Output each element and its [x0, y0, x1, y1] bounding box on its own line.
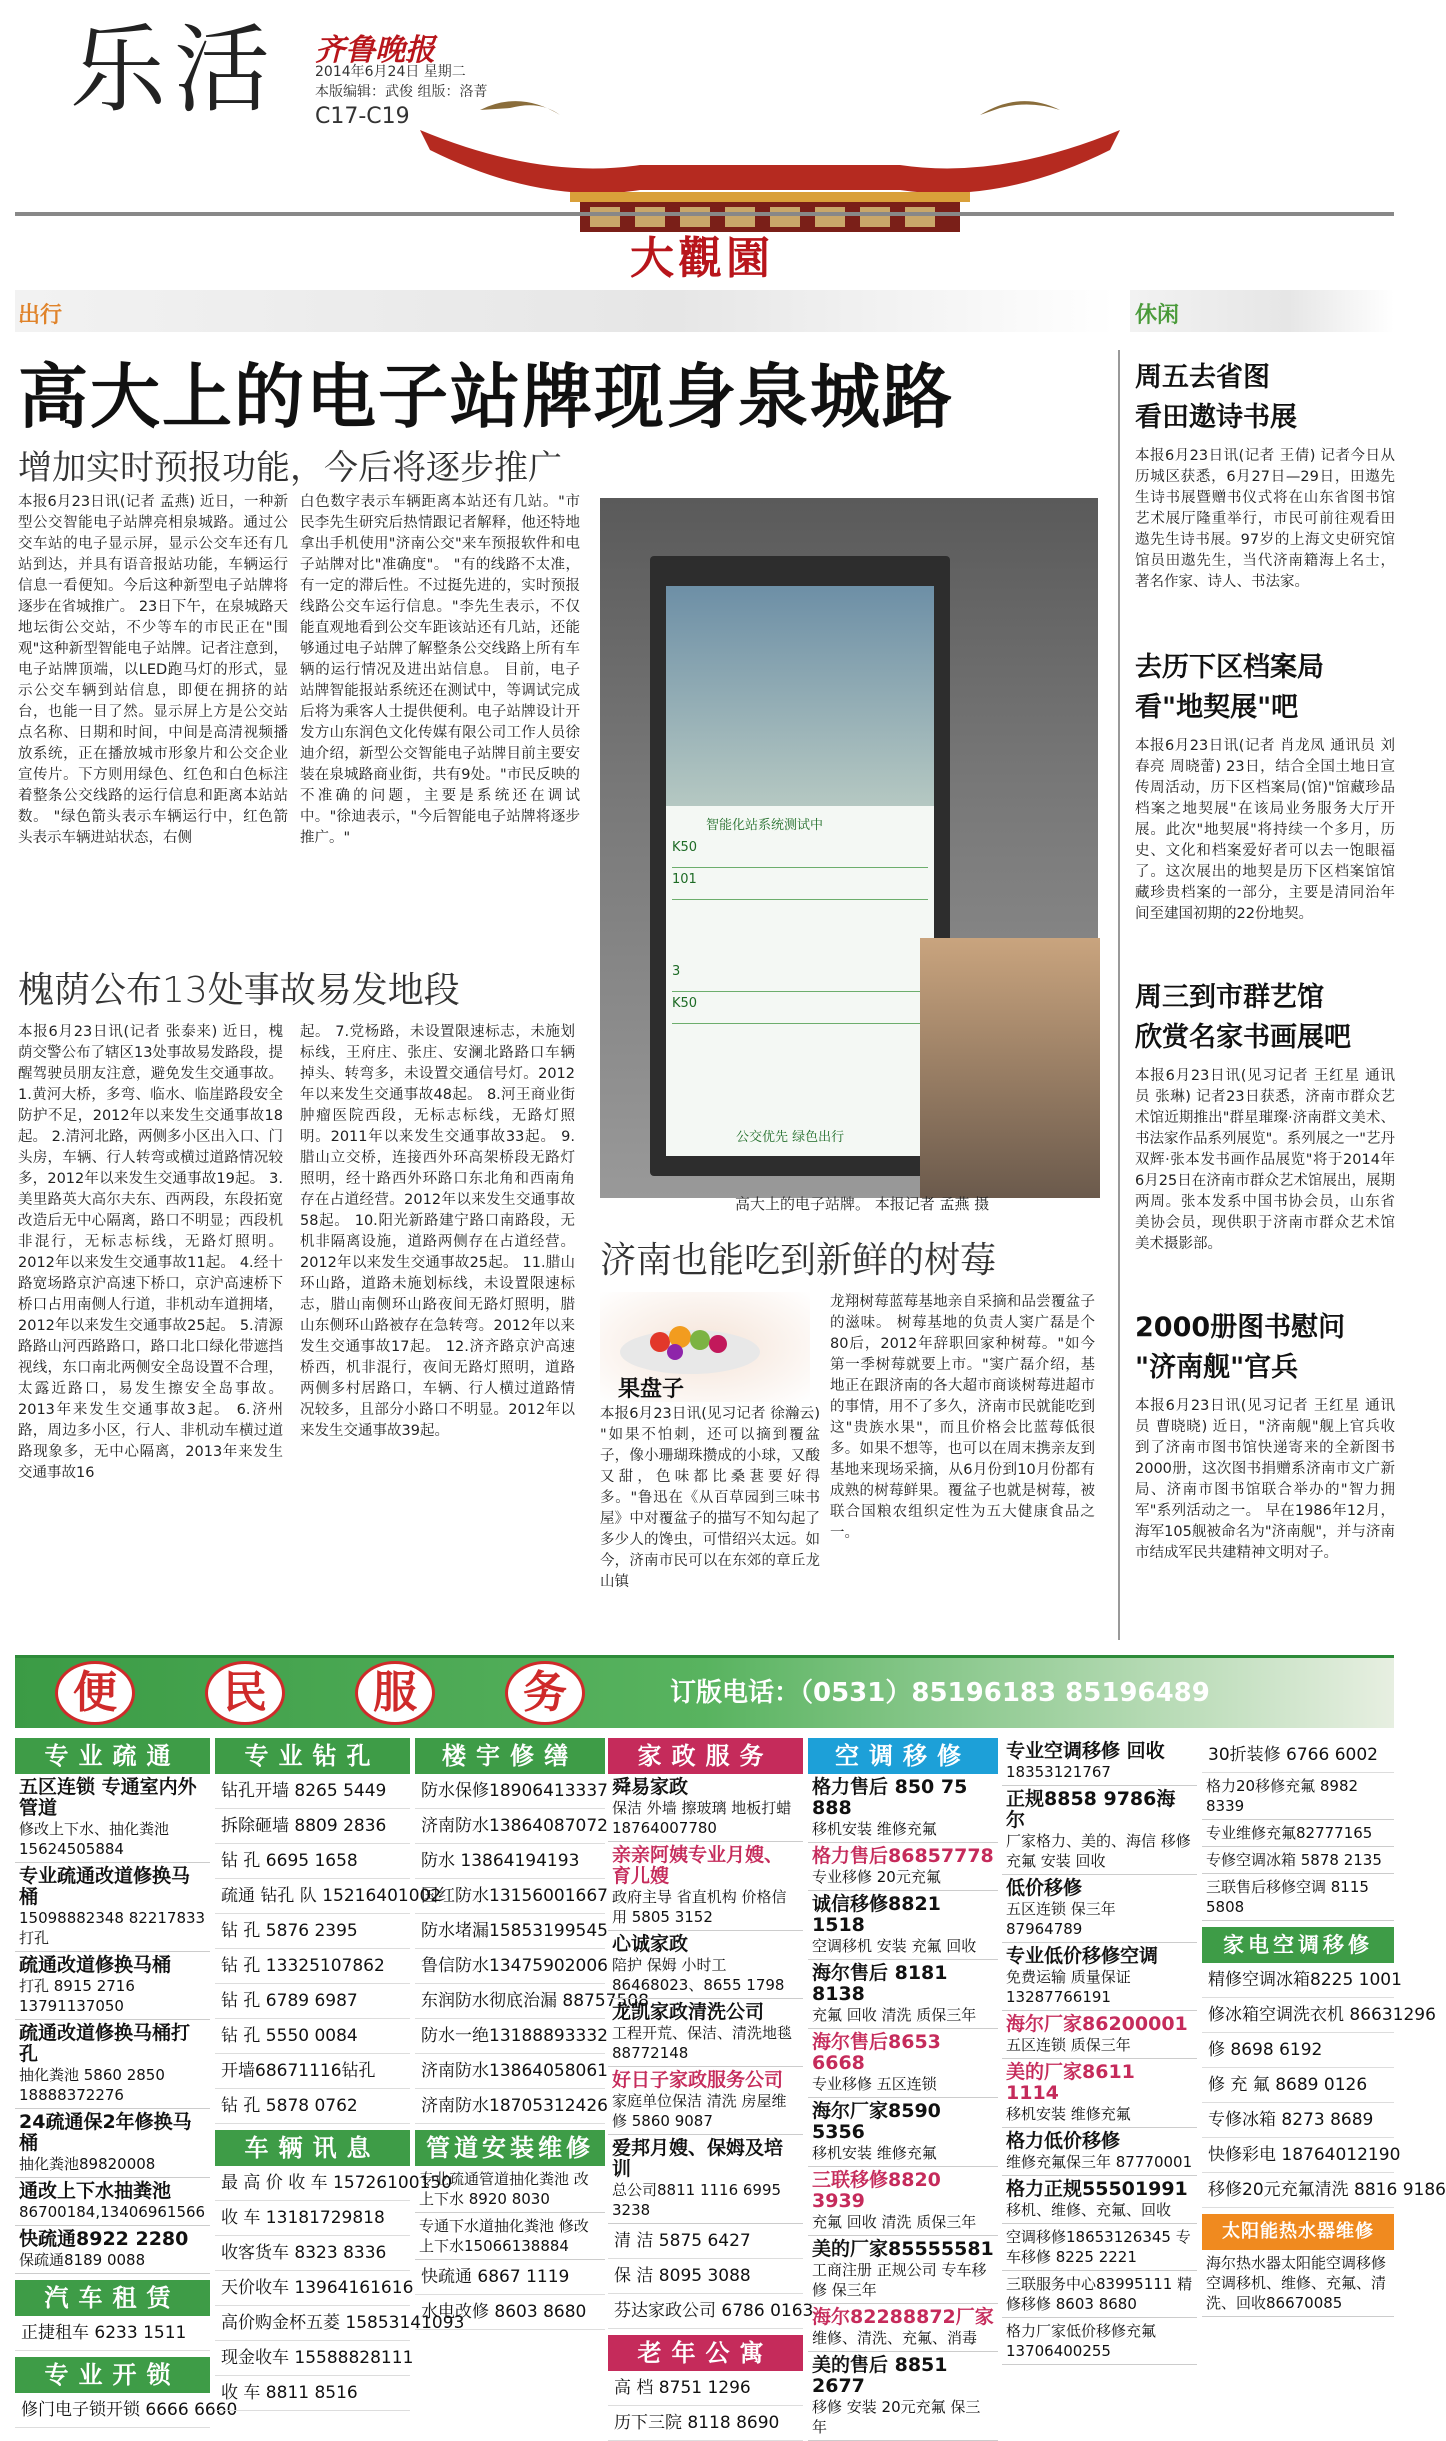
newspaper-logo: 齐鲁晚报 — [315, 33, 435, 68]
ad-line: 鲁信防水13475902006 — [415, 1949, 605, 1984]
story3-headline: 济南也能吃到新鲜的树莓 — [600, 1240, 997, 1281]
ad-line: 快修彩电 18764012190 — [1202, 2138, 1394, 2173]
ad-title: 24疏通保2年修换马桶 — [19, 2111, 192, 2154]
bus-stop-photo — [600, 498, 1098, 1198]
ad-line: 钻孔开墙 8265 5449 — [215, 1774, 410, 1809]
ad-text: 移修 安装 20元充氟 保三年 — [812, 2398, 981, 2436]
ad-line: 正捷租车 6233 1511 — [15, 2316, 210, 2351]
ad-item — [808, 1960, 998, 2029]
ad-title: 海尔厂家8590 5356 — [812, 2100, 941, 2143]
ad-line: 收客货车 8323 8336 — [215, 2236, 410, 2271]
ad-line: 防水保修18906413337 — [415, 1774, 605, 1809]
category-header: 楼宇修缮 — [415, 1738, 605, 1774]
ad-item: 专通下水道抽化粪池 修改上下水15066138884 — [415, 2213, 605, 2260]
ad-title: 龙凯家政清洗公司 — [612, 2001, 765, 2023]
fruit-plate-label: 果盘子 — [618, 1377, 685, 1402]
ad-title: 亲亲阿姨专业月嫂、育儿嫂 — [612, 1844, 784, 1887]
ad-line: 最 高 价 收 车 15726100150 — [215, 2166, 410, 2201]
ad-line: 钻 孔 5876 2395 — [215, 1914, 410, 1949]
ad-item — [1002, 2011, 1197, 2059]
route-row: 3 — [672, 960, 928, 992]
right-item-title: 周五去省图 — [1135, 362, 1270, 393]
classified-col — [215, 1738, 465, 2411]
ad-item — [15, 1952, 210, 2020]
ad-item — [15, 1774, 210, 1863]
right-news-item — [1135, 978, 1395, 1286]
ad-text: 打孔 8915 2716 13791137050 — [19, 1977, 135, 2015]
ad-line: 移修20元充氟清洗 8816 9186 — [1202, 2173, 1394, 2208]
ad-item — [1002, 2128, 1197, 2176]
category-header: 老年公寓 — [608, 2335, 803, 2371]
right-item-title: "济南舰"官兵 — [1135, 1352, 1299, 1383]
right-item-title: 看"地契展"吧 — [1135, 692, 1299, 723]
route-row: 101 — [672, 868, 928, 900]
ad-text: 家庭单位保洁 清洗 房屋维修 5860 9087 — [612, 2092, 787, 2130]
ad-line: 高价购金杯五菱 15853141093 — [215, 2306, 410, 2341]
ad-text: 18353121767 — [1006, 1763, 1111, 1781]
ad-title: 疏通改道修换马桶 — [19, 1954, 172, 1976]
ad-item: 空调移修18653126345 专车移修 8225 2221 — [1002, 2224, 1197, 2271]
category-header: 专业钻孔 — [215, 1738, 410, 1774]
ad-line: 钻 孔 6789 6987 — [215, 1984, 410, 2019]
ad-item — [15, 2226, 210, 2274]
classified-col — [808, 1738, 998, 2441]
column-divider — [1118, 350, 1120, 1640]
ad-item — [808, 1891, 998, 1960]
ad-title: 好日子家政服务公司 — [612, 2069, 784, 2091]
editor-line: 本版编辑：武俊 组版：洛菁 — [315, 84, 488, 100]
ad-line: 清 洁 5875 6427 — [608, 2224, 803, 2259]
lead-subhead: 增加实时预报功能，今后将逐步推广 — [18, 448, 562, 488]
ad-item: 专业疏通管道抽化粪池 改上下水 8920 8030 — [415, 2166, 605, 2213]
ad-line: 修 8698 6192 — [1202, 2033, 1394, 2068]
ad-title: 疏通改道修换马桶打孔 — [19, 2022, 191, 2065]
ad-item — [808, 1774, 998, 1843]
ad-line: 钻 孔 5550 0084 — [215, 2019, 410, 2054]
ad-text: 维修、清洗、充氟、消毒 — [812, 2329, 978, 2347]
right-item-title: 周三到市群艺馆 — [1135, 982, 1324, 1013]
ad-title: 低价移修 — [1006, 1877, 1083, 1899]
banner-char: 务 — [505, 1661, 585, 1725]
ad-item — [808, 2029, 998, 2098]
screen-route-list — [672, 836, 928, 1024]
ad-item — [1002, 1943, 1197, 2011]
ad-item — [1002, 1875, 1197, 1943]
screen-footer: 公交优先 绿色出行 — [736, 1130, 845, 1145]
masthead-rule — [15, 212, 1394, 216]
ad-line: 高 档 8751 1296 — [608, 2371, 803, 2406]
ad-item: 专业维修充氟82777165 — [1202, 1820, 1394, 1847]
category-header: 家政服务 — [608, 1738, 803, 1774]
ad-item — [808, 2236, 998, 2304]
ad-item — [608, 1931, 803, 1999]
ad-text: 政府主导 省直机构 价格信用 5805 3152 — [612, 1888, 787, 1926]
lead-headline: 高大上的电子站牌现身泉城路 — [18, 356, 954, 438]
category-header: 车辆讯息 — [215, 2130, 410, 2166]
ad-title: 格力售后 850 75 888 — [812, 1776, 968, 1819]
ad-text: 专业移修 五区连锁 — [812, 2075, 937, 2093]
ad-title: 格力低价移修 — [1006, 2130, 1121, 2152]
ad-line: 专修冰箱 8273 8689 — [1202, 2103, 1394, 2138]
right-item-title: 欣赏名家书画展吧 — [1135, 1022, 1351, 1053]
ad-line: 国红防水13156001667 — [415, 1879, 605, 1914]
ad-line: 防水一绝13188893332 — [415, 2019, 605, 2054]
photo-person — [920, 938, 1100, 1198]
classified-col — [15, 1738, 238, 2428]
ad-line: 收 车 8811 8516 — [215, 2376, 410, 2411]
ad-item — [15, 1863, 210, 1952]
ad-text: 抽化粪池 5860 2850 18888372276 — [19, 2066, 165, 2104]
ad-item — [1002, 2176, 1197, 2224]
section-label-leisure: 休闲 — [1135, 303, 1180, 328]
ad-item: 格力厂家低价移修充氟 13706400255 — [1002, 2318, 1197, 2365]
ad-title: 海尔82288872厂家 — [812, 2306, 994, 2328]
ad-line: 防水堵漏15853199545 — [415, 1914, 605, 1949]
ad-item — [15, 2109, 210, 2178]
ad-line: 东润防水彻底治漏 88757508 — [415, 1984, 605, 2019]
ad-text: 抽化粪池89820008 — [19, 2155, 156, 2173]
ad-title: 海尔售后 8181 8138 — [812, 1962, 948, 2005]
ad-title: 五区连锁 专通室内外管道 — [19, 1776, 197, 1819]
banner-char: 民 — [205, 1661, 285, 1725]
category-header: 家电空调移修 — [1202, 1927, 1394, 1963]
ad-item — [808, 2167, 998, 2236]
ad-item: 格力20移修充氟 8982 8339 — [1202, 1773, 1394, 1820]
right-item-title: 2000册图书慰问 — [1135, 1312, 1346, 1343]
ad-item — [1002, 2059, 1197, 2128]
ad-text: 移机安装 维修充氟 — [1006, 2105, 1131, 2123]
ad-line: 钻 孔 6695 1658 — [215, 1844, 410, 1879]
e-sign-board — [650, 556, 950, 1176]
category-header: 专业开锁 — [15, 2357, 210, 2393]
ad-title: 正规8858 9786海尔 — [1006, 1788, 1176, 1831]
right-item-text: 本报6月23日讯(见习记者 王红星 通讯员 曹晓晓) 近日，"济南舰"舰上官兵收到了济南市图书馆快递寄来的全新图书2000册，这次图书捐赠系济南市文广新局、济南市图书馆联合举办的"智力拥军"系列活动之一。 早在1986年12月，海军105舰被命名为"济南舰"，并与济南市结成军民共建精神文明对子。 — [1135, 1398, 1395, 1561]
ad-item — [15, 2178, 210, 2226]
ad-text: 陪护 保姆 小时工 86468023、8655 1798 — [612, 1956, 785, 1994]
ad-item — [608, 1842, 803, 1931]
ad-line: 收 车 13181729818 — [215, 2201, 410, 2236]
e-sign-screen — [666, 586, 934, 1156]
story3-column-2: 龙翔树莓蓝莓基地亲自采摘和品尝覆盆子的滋味。 树莓基地的负责人窦广磊是个80后，2012年辞职回家种树莓。"如今第一季树莓就要上市。"窦广磊介绍，基地正在跟济南的各大超市商谈树莓进超市的事情，用不了多久，济南市民就能吃到这"贵族水果"，而且价格会比蓝莓低很多。如果不想等，也可以在周末携亲友到基地来现场采摘，从6月份到10月份都有成熟的树莓鲜果。覆盆子也就是树莓，被联合国粮农组织定性为五大健康食品之一。 — [830, 1294, 1095, 1541]
ad-item — [15, 2020, 210, 2109]
ad-item — [808, 2098, 998, 2167]
right-news-item — [1135, 358, 1395, 656]
ad-title: 专业低价移修空调 — [1006, 1945, 1159, 1967]
ad-text: 专业移修 20元充氟 — [812, 1868, 941, 1886]
ad-title: 通改上下水抽粪池 — [19, 2180, 172, 2202]
column-logo: 大觀園 — [630, 233, 774, 284]
right-item-text: 本报6月23日讯(见习记者 王红星 通讯员 张琳) 记者23日获悉，济南市群众艺术馆近期推出"群星璀璨·济南群文美术、书法家作品系列展览"。系列展之一"艺丹双辉·张本发书画作品展览"将于2014年6月25日在济南市群众艺术馆展出，展期两周。张本发系中国书协会员，山东省美协会员，现供职于济南市群众艺术馆美术摄影部。 — [1135, 1068, 1395, 1252]
ad-item: 海尔热水器太阳能空调移修 空调移机、维修、充氟、清洗、回收86670085 — [1202, 2250, 1394, 2317]
right-item-text: 本报6月23日讯(记者 肖龙凤 通讯员 刘春亮 周晓蕾) 23日，结合全国土地日宣传周活动，历下区档案局(馆)"馆藏珍品档案之地契展"在该局业务服务大厅开展。此次"地契展"将持续一个多月，历史、文化和档案爱好者可以去一饱眼福了。这次展出的地契是历下区档案馆馆藏珍贵档案的一部分，主要是清同治年间至建国初期的22份地契。 — [1135, 738, 1395, 922]
ad-title: 专业疏通改道修换马桶 — [19, 1865, 191, 1908]
ad-item: 三联售后移修空调 8115 5808 — [1202, 1874, 1394, 1921]
ad-line: 开墙68671116钻孔 — [215, 2054, 410, 2089]
ad-item — [608, 2135, 803, 2224]
section-label-travel: 出行 — [18, 303, 63, 328]
ad-line: 历下三院 8118 8690 — [608, 2406, 803, 2441]
screen-video-area — [666, 586, 934, 806]
category-header: 管道安装维修 — [415, 2130, 605, 2166]
ad-text: 15098882348 82217833 打孔 — [19, 1909, 206, 1947]
order-phone: 订版电话：（0531）85196183 85196489 — [670, 1678, 1210, 1708]
right-item-title: 去历下区档案局 — [1135, 652, 1324, 683]
ad-line: 疏通 钻孔 队 15216401002 — [215, 1879, 410, 1914]
ad-line: 修 充 氟 8689 0126 — [1202, 2068, 1394, 2103]
ad-line: 钻 孔 5878 0762 — [215, 2089, 410, 2124]
ad-text: 维修充氟保三年 87770001 — [1006, 2153, 1193, 2171]
story2-column-1: 本报6月23日讯(记者 张泰来) 近日，槐荫交警公布了辖区13处事故易发路段，提醒驾驶员朋友注意，避免发生交通事故。 1.黄河大桥，多弯、临水、临崖路段安全防护不足，2012年以来发生交通事故18起。 2.清河北路，两侧多小区出入口、门头房，车辆、行人转弯或横过道路情况较多，2012年以来发生交通事故19起。 3.美里路英大高尔夫东、西两段，东段拓宽改造后无中心隔离，路口不明显；西段机非混行，无标志标线，无路灯照明。2012年以来发生交通事故11起。 4.经十路宽场路京沪高速下桥口，京沪高速桥下桥口占用南侧人行道，非机动车道拥堵，2012年以来发生交通事故25起。 5.清源路路山河西路路口，路口北口绿化带遮挡视线，东口南北两侧安全岛设置不合理，太露近路口，易发生擦安全岛事故。2013年来发生交通事故3起。 6.济州路，周边多小区，行人、非机动车横过道路现象多，无中心隔离，2013年来发生交通事故16 — [18, 1024, 283, 1481]
classified-col — [608, 1738, 814, 2441]
ad-item — [1002, 1738, 1197, 1786]
section-bar-left — [15, 290, 1115, 332]
ad-title: 美的厂家85555581 — [812, 2238, 994, 2260]
ad-title: 美的售后 8851 2677 — [812, 2354, 948, 2397]
ad-line: 芬达家政公司 6786 0163 — [608, 2294, 803, 2329]
ad-line: 济南防水13864087072 — [415, 1809, 605, 1844]
ad-text: 移机安装 维修充氟 — [812, 2144, 937, 2162]
category-header: 专业疏通 — [15, 1738, 210, 1774]
screen-banner: 智能化站系统测试中 — [706, 818, 824, 833]
ad-title: 爱邦月嫂、保姆及培训 — [612, 2137, 784, 2180]
banner-char: 服 — [355, 1661, 435, 1725]
ad-line: 修门电子锁开锁 6666 6660 — [15, 2393, 210, 2428]
ad-line: 天价收车 13964161616 — [215, 2271, 410, 2306]
ad-text: 保洁 外墙 擦玻璃 地板打蜡 18764007780 — [612, 1799, 792, 1837]
photo-caption: 高大上的电子站牌。 本报记者 孟燕 摄 — [735, 1195, 990, 1213]
ad-item — [608, 1774, 803, 1842]
route-row: K50 — [672, 836, 928, 868]
ad-title: 心诚家政 — [612, 1933, 689, 1955]
story2-headline: 槐荫公布13处事故易发地段 — [18, 970, 460, 1011]
ad-line: 防水 13864194193 — [415, 1844, 605, 1879]
right-news-item — [1135, 648, 1395, 966]
classified-col — [415, 1738, 649, 2330]
ad-text: 厂家格力、美的、海信 移修充氟 安装 回收 — [1006, 1832, 1191, 1870]
ad-text: 移机安装 维修充氟 — [812, 1820, 937, 1838]
ad-title: 格力正规55501991 — [1006, 2178, 1188, 2200]
story2-column-2: 起。 7.党杨路，未设置限速标志，未施划标线，王府庄、张庄、安澜北路路口车辆掉头、转弯多，未设置交通信号灯。2012年以来发生交通事故48起。 8.河王商业街肿瘤医院西段，无标志标线，无路灯照明。2011年以来发生交通事故33起。 9.腊山立交桥，连接西外环高架桥段无路灯照明，经十路西外环路口东北角和西南角存在占道经营。2012年以来发生交通事故58起。 10.阳光新路建宁路口南路段，无机非隔离设施，道路两侧存在占道经营。2012年以来发生交通事故25起。 11.腊山环山路，道路未施划标线，未设置限速标志，腊山南侧环山路夜间无路灯照明，腊山东侧环山路被存在急转弯。2012年以来发生交通事故17起。 12.济齐路京沪高速桥西，机非混行，夜间无路灯照明，道路两侧多村居路口，车辆、行人横过道路情况较多，且部分小路口不明显。2012年以来发生交通事故39起。 — [300, 1024, 575, 1439]
ad-title: 三联移修8820 3939 — [812, 2169, 941, 2212]
ad-line: 拆除砸墙 8809 2836 — [215, 1809, 410, 1844]
ad-line: 30折装修 6766 6002 — [1202, 1738, 1394, 1773]
ad-line: 修冰箱空调洗衣机 86631296 — [1202, 1998, 1394, 2033]
ad-line: 精修空调冰箱8225 1001 — [1202, 1963, 1394, 1998]
ad-line: 钻 孔 13325107862 — [215, 1949, 410, 1984]
lead-column-1: 本报6月23日讯(记者 孟燕) 近日，一种新型公交智能电子站牌亮相泉城路。通过公交车站的电子显示屏，显示公交车还有几站到达，并具有语音报站功能，车辆运行信息一看便知。今后这种新型电子站牌将逐步在省城推广。 23日下午，在泉城路天地坛街公交站，不少等车的市民正在"围观"这种新型智能电子站牌。记者注意到，电子站牌顶端，以LED跑马灯的形式，显示公交车辆到站信息，即便在拥挤的站台，也能一目了然。显示屏上方是公交站点名称、日期和时间，中间是高清视频播放系统，正在播放城市形象片和公交企业宣传片。下方则用绿色、红色和白色标注着整条公交线路的运行信息和距离本站站数。 "绿色箭头表示车辆运行中，红色箭头表示车辆进站状态，右侧 — [18, 494, 288, 846]
category-header: 太阳能热水器维修 — [1202, 2214, 1394, 2250]
ad-title: 格力售后86857778 — [812, 1845, 994, 1867]
ad-title: 海尔售后8653 6668 — [812, 2031, 941, 2074]
right-item-text: 本报6月23日讯(记者 王倩) 记者今日从历城区获悉，6月27日—29日，田遨先生诗书展暨赠书仪式将在山东省图书馆艺术展厅隆重举行，市民可前往观看田遨先生诗书展。97岁的上海文史研究馆馆员田遨先生，当代济南籍海上名士，著名作家、诗人、书法家。 — [1135, 448, 1395, 590]
ad-item — [808, 1843, 998, 1891]
ad-line: 保 洁 8095 3088 — [608, 2259, 803, 2294]
classified-col — [1202, 1738, 1446, 2317]
fruit-plate-image — [600, 1292, 810, 1402]
ad-line: 济南防水18705312426 — [415, 2089, 605, 2124]
ad-text: 保疏通8189 0088 — [19, 2251, 146, 2269]
ad-text: 五区连锁 保三年 87964789 — [1006, 1900, 1116, 1938]
ad-line: 快疏通 6867 1119 — [415, 2260, 605, 2295]
ad-title: 诚信移修8821 1518 — [812, 1893, 941, 1936]
ad-text: 免费运输 质量保证 13287766191 — [1006, 1968, 1131, 2006]
ad-text: 移机、维修、充氟、回收 — [1006, 2201, 1172, 2219]
ad-text: 工程开荒、保洁、清洗地毯 88772148 — [612, 2024, 793, 2062]
category-header: 空调移修 — [808, 1738, 998, 1774]
ad-line: 现金收车 15588828111 — [215, 2341, 410, 2376]
route-row: K50 — [672, 992, 928, 1024]
ad-title: 美的厂家8611 1114 — [1006, 2061, 1135, 2104]
ad-text: 工商注册 正规公司 专车移修 保三年 — [812, 2261, 987, 2299]
ad-text: 充氟 回收 清洗 质保三年 — [812, 2213, 977, 2231]
ad-text: 总公司8811 1116 6995 3238 — [612, 2181, 782, 2219]
category-header: 汽车租赁 — [15, 2280, 210, 2316]
ad-item — [608, 1999, 803, 2067]
ad-title: 专业空调移修 回收 — [1006, 1740, 1165, 1762]
ad-text: 充氟 回收 清洗 质保三年 — [812, 2006, 977, 2024]
ad-item — [808, 2304, 998, 2352]
ad-item: 三联服务中心83995111 精修移修 8603 8680 — [1002, 2271, 1197, 2318]
ad-line: 济南防水13864058061 — [415, 2054, 605, 2089]
page-range: C17-C19 — [315, 104, 410, 129]
ad-text: 86700184,13406961566 — [19, 2203, 206, 2221]
ad-item — [608, 2067, 803, 2135]
ad-item: 专修空调冰箱 5878 2135 — [1202, 1847, 1394, 1874]
section-title: 乐活 — [70, 14, 278, 126]
story3-column-1: 本报6月23日讯(见习记者 徐瀚云) "如果不怕刺，还可以摘到覆盆子，像小珊瑚珠攒成的小球，又酸又甜，色味都比桑葚要好得多。"鲁迅在《从百草园到三味书屋》中对覆盆子的描写不知勾起了多少人的馋虫，可惜绍兴太远。如今，济南市民可以在东郊的章丘龙山镇 — [600, 1406, 820, 1590]
ad-item — [808, 2352, 998, 2441]
right-item-title: 看田遨诗书展 — [1135, 402, 1297, 433]
ad-title: 快疏通8922 2280 — [19, 2228, 189, 2250]
lead-column-2: 白色数字表示车辆距离本站还有几站。"市民李先生研究后热情跟记者解释，他还特地拿出手机使用"济南公交"来车预报软件和电子站牌对比"准确度"。 "有的线路不太准，有一定的滞后性。不过挺先进的，实时预报线路公交车运行信息。"李先生表示，不仅能直观地看到公交车距该站还有几站，还能够通过电子站牌了解整条公交线路上所有车辆的运行情况及进出站信息。 目前，电子站牌智能报站系统还在测试中，等调试完成后将为乘客人士提供便利。电子站牌设计开发方山东润色文化传媒有限公司工作人员徐迪介绍，新型公交智能电子站牌目前主要安装在泉城路商业街，共有9处。"市民反映的不准确的问题，主要是系统还在调试中。"徐迪表示，"今后智能电子站牌将逐步推广。" — [300, 494, 580, 846]
date-line: 2014年6月24日 星期二 — [315, 64, 466, 80]
classified-col — [1002, 1738, 1197, 2365]
ad-title: 舜易家政 — [612, 1776, 689, 1798]
ad-text: 五区连锁 质保三年 — [1006, 2036, 1131, 2054]
ad-text: 空调移机 安装 充氟 回收 — [812, 1937, 977, 1955]
ad-line: 水电改修 8603 8680 — [415, 2295, 605, 2330]
right-news-item — [1135, 1308, 1395, 1636]
ad-title: 海尔厂家86200001 — [1006, 2013, 1188, 2035]
banner-char: 便 — [55, 1661, 135, 1725]
ad-text: 修改上下水、抽化粪池 15624505884 — [19, 1820, 170, 1858]
ad-item — [1002, 1786, 1197, 1875]
